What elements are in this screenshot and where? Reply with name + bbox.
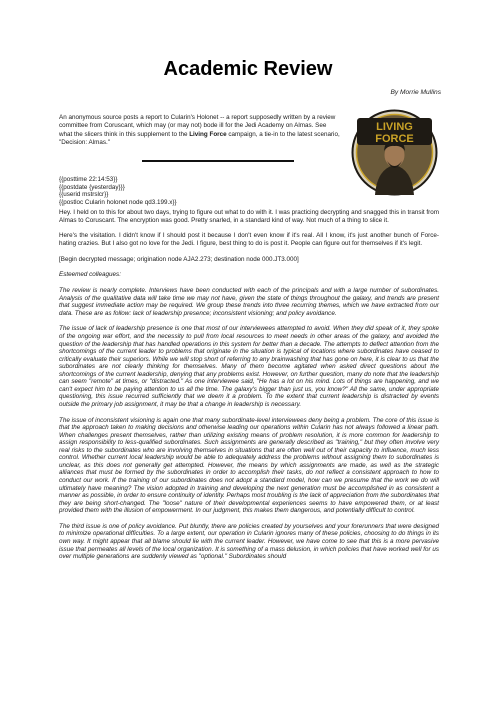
campaign-name: Living Force <box>189 130 227 138</box>
intro-text-before: An anonymous source posts a report to Cularin's Holonet -- a report supposedly written by a review committee from Coruscant, which may (or may not) bode ill for the Jedi Academy on Almas. See what the slicers think in this supplement to the <box>59 114 336 138</box>
section-divider <box>142 160 294 162</box>
tag-postloc: {{postloc Cularin holonet node qd3.199.x}} <box>59 198 177 206</box>
logo-line1: LIVING <box>376 121 413 133</box>
author-byline: By Morrie Mullins <box>390 89 441 96</box>
body-paragraph: Here's the visitation. I didn't know if I should post it because I don't even know if it's real. All I know, it's just another bunch of Force-hating crazies. But I also got no love for the Jedi. I figure, best thing to do is post it. People can figure out for themselves if it's legit. <box>59 232 439 247</box>
intro-paragraph <box>59 114 341 147</box>
living-force-emblem-icon <box>351 109 438 196</box>
body-paragraph: The issue of lack of leadership presence is one that most of our interviewees attempted to avoid. When they did speak of it, they spoke of the ongoing war effort, and the necessity to pull from local resources to meet needs in other areas of the galaxy, and avoided the question of the leadership that has handled operations in this system for better than a decade. The attempts to deflect attention from the shortcomings of the current leader to problems that originate in the situation is typical of locations where subordinates have ceased to critically evaluate their superiors. While we will stop short of referring to any brainwashing that has gone on here, it is clear to us that the subordinates are not clearly thinking for themselves. Many of them become agitated when asked direct questions about the shortcomings of the current leadership, denying that any problems exist. However, on further question, many do note that the leadership can seem "remote" at times, or "distracted." As one interviewee said, "He has a lot on his mind. Lots of things are happening, and we can't expect him to be paying attention to us all the time. The galaxy's bigger than just us, you know?" All the same, under appropriate questioning, this issue recurred sufficiently that we deem it a problem. To the extent that current leadership is distracted by events outside the primary job assignment, it may be that a change in leadership is necessary. <box>59 325 439 408</box>
logo-line2: FORCE <box>375 133 414 145</box>
living-force-logo <box>351 109 438 196</box>
post-metadata-tags <box>59 176 259 206</box>
tag-posttime: {{posttime 22:14:53}} <box>59 176 118 183</box>
body-paragraph: The issue of inconsistent visioning is again one that many subordinate-level interviewees deny being a problem. The core of this issue is that the approach taken to making decisions and otherwise leading our operations within Cularin has not always followed a linear path. When challenges present themselves, rather than utilizing existing means of problem resolution, it is more common for leadership to assign responsibility to less-qualified subordinates. Such assignments are generally described as "training," but they often involve very real risks to the subordinates who are involving themselves in situations that are often well out of their capacity to influence, much less control. Whether current local leadership would be able to adequately address the problems without assigning them to subordinates is unclear, as this does not generally get attempted. However, the means by which assignments are made, as well as the strategic alliances that must be formed by the subordinates in order to accomplish their tasks, do not reflect a consistent approach to how to conduct our work. If the training of our subordinates does not adopt a standard model, how can we presume that the work we do will ultimately have meaning? The vision adopted in training and developing the next generation must be accomplished in as consistent a manner as possible, in order to ensure continuity of identity. Perhaps most troubling is the lack of appreciation from the subordinates that they are being short-changed. The "loose" nature of their developmental experiences seems to have empowered them, or at least provided them with the illusion of empowerment. In our judgment, this makes them dangerous, and potentially difficult to control. <box>59 416 440 515</box>
intro-text-after: campaign, a tie-in to the latest scenario, "Decision: Almas." <box>59 130 340 146</box>
body-paragraph: Hey. I held on to this for about two days, trying to figure out what to do with it. I was practicing decrypting and snagged this in transit from Almas to Coruscant. The encryption was good. Pretty snarled, in a standard kind of way. Not much of a thing to slice it. <box>59 209 439 224</box>
page-title: Academic Review <box>163 58 333 80</box>
tag-userid: {{userid mstrslcr}} <box>59 191 109 199</box>
article-body <box>59 209 439 561</box>
body-paragraph: The third issue is one of policy avoidance. Put bluntly, there are policies created by yourselves and your forerunners that were designed to minimize operational difficulties. To a large extent, our operation in Cularin ignores many of these policies, choosing to do things in its own way. It might appear that all blame should lie with the current leader. However, we have come to see that this is a more pervasive issue that permeates all levels of the local organization. It is something of a mass delusion, in which policies that have worked well for us over multiple generations are suddenly viewed as "optional." Subordinates should <box>59 522 439 561</box>
body-paragraph: [Begin decrypted message; origination node AJA2.273; destination node 000.JT3.000] <box>59 255 299 263</box>
body-paragraph: The review is nearly complete. Interviews have been conducted with each of the principals and with a large number of subordinates. Analysis of the qualitative data will take time we may not have, given the state of things throughout the galaxy, and trends are present that suggest immediate action may be required. We group these trends into three recurring themes, which we have extracted from our data. These are as follow: lack of leadership presence; inconsistent visioning; and policy avoidance. <box>59 287 439 317</box>
tag-postdate: {{postdate {yesterday}}} <box>59 183 125 191</box>
body-paragraph: Esteemed colleagues: <box>59 271 121 279</box>
